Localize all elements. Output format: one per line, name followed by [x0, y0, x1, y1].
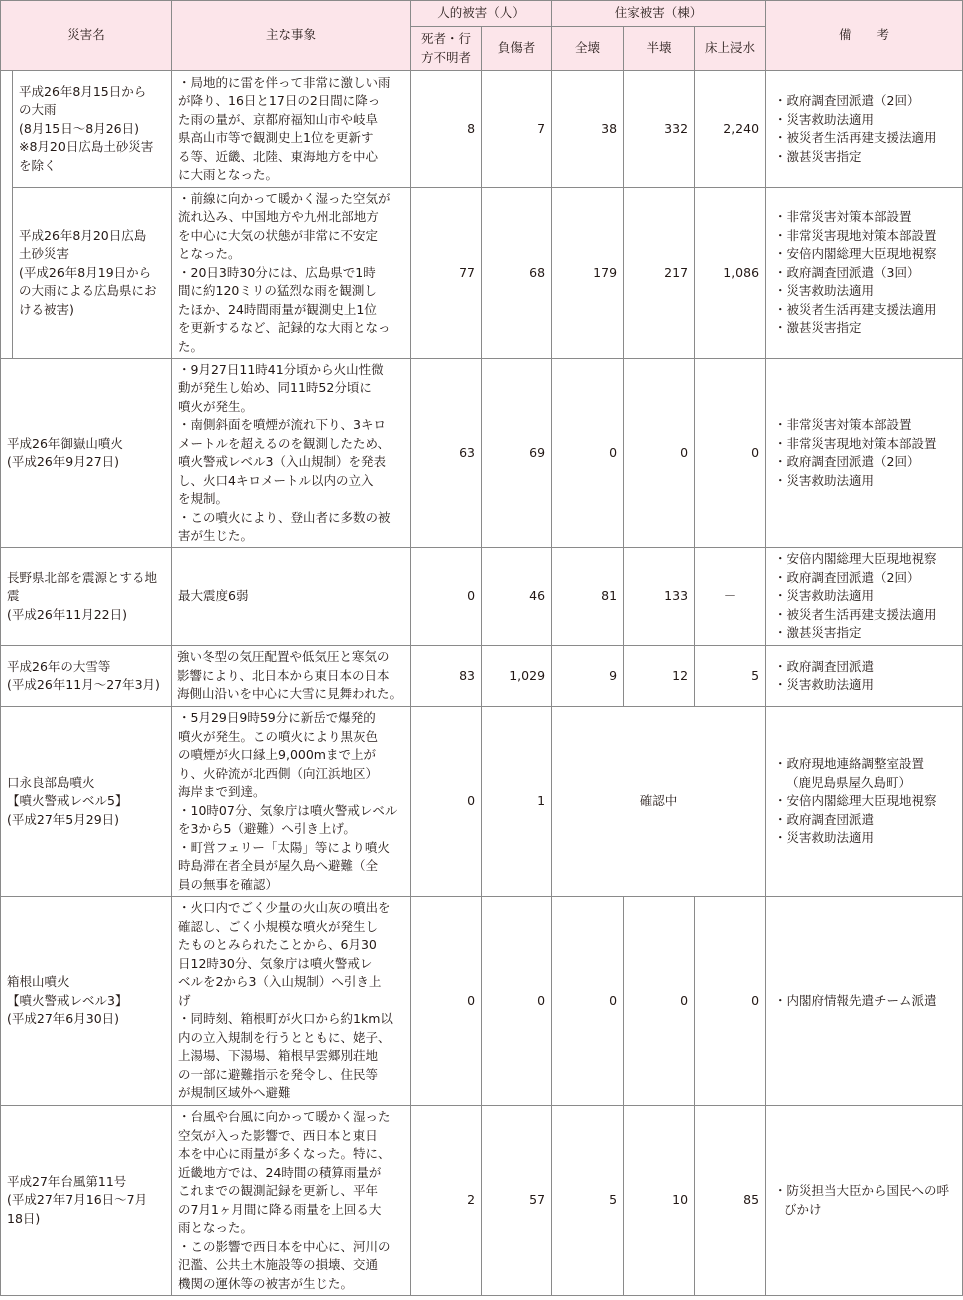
notes: ・非常災害対策本部設置 ・非常災害現地対策本部設置 ・安倍内閣総理大臣現地視察 ・政府調査団派遣（3回） ・災害救助法適用 ・被災者生活再建支援法適用 ・激甚災害指定 [766, 188, 963, 359]
half-destroyed-count: 133 [624, 548, 695, 646]
half-destroyed-count: 0 [624, 359, 695, 548]
half-destroyed-count: 10 [624, 1106, 695, 1296]
header-half-destroyed: 半壊 [624, 27, 695, 71]
header-house-damage: 住家被害（棟） [552, 1, 766, 27]
header-fully-destroyed: 全壊 [552, 27, 624, 71]
floor-flooding-count: － [695, 548, 766, 646]
group-indent [1, 71, 13, 359]
header-injured: 負傷者 [482, 27, 552, 71]
dead-missing-count: 63 [411, 359, 482, 548]
injured-count: 1,029 [482, 646, 552, 707]
floor-flooding-count: 5 [695, 646, 766, 707]
disaster-name: 平成26年8月20日広島 土砂災害 (平成26年8月19日から の大雨による広島県にお ける被害) [13, 188, 172, 359]
injured-count: 7 [482, 71, 552, 188]
disaster-name: 平成26年の大雪等 (平成26年11月～27年3月) [1, 646, 172, 707]
disaster-name: 平成26年御嶽山噴火 (平成26年9月27日) [1, 359, 172, 548]
fully-destroyed-count: 179 [552, 188, 624, 359]
main-events: ・台風や台風に向かって暖かく湿った 空気が入った影響で、西日本と東日 本を中心に雨量が多くなった。特に、 近畿地方では、24時間の積算雨量が これまでの観測記録を更新し、平年 の7月1ヶ月間に降る雨量を上回る大 雨となった。 ・この影響で西日本を中心に、河川の 氾濫、公共土木施設等の損壊、交通 機関の運休等の被害が生じた。 [172, 1106, 411, 1296]
half-destroyed-count: 12 [624, 646, 695, 707]
header-floor-flooding: 床上浸水 [695, 27, 766, 71]
injured-count: 69 [482, 359, 552, 548]
header-notes: 備 考 [766, 1, 963, 71]
fully-destroyed-count: 0 [552, 897, 624, 1106]
house-damage-pending: 確認中 [552, 707, 766, 897]
half-destroyed-count: 0 [624, 897, 695, 1106]
header-human-damage: 人的被害（人） [411, 1, 552, 27]
dead-missing-count: 0 [411, 548, 482, 646]
notes: ・防災担当大臣から国民への呼 びかけ [766, 1106, 963, 1296]
dead-missing-count: 77 [411, 188, 482, 359]
notes: ・安倍内閣総理大臣現地視察 ・政府調査団派遣（2回） ・災害救助法適用 ・被災者生活再建支援法適用 ・激甚災害指定 [766, 548, 963, 646]
fully-destroyed-count: 5 [552, 1106, 624, 1296]
dead-missing-count: 83 [411, 646, 482, 707]
injured-count: 1 [482, 707, 552, 897]
main-events: 強い冬型の気圧配置や低気圧と寒気の 影響により、北日本から東日本の日本 海側山沿いを中心に大雪に見舞われた。 [172, 646, 411, 707]
table-row [1, 646, 963, 707]
dead-missing-count: 2 [411, 1106, 482, 1296]
main-events: ・9月27日11時41分頃から火山性微 動が発生し始め、同11時52分頃に 噴火が発生。 ・南側斜面を噴煙が流れ下り、3キロ メートルを超えるのを観測したため、 噴火警戒レベル3（入山規制）を発表 し、火口4キロメートル以内の立入 を規制。 ・この噴火により、登山者に多数の被 害が生じた。 [172, 359, 411, 548]
table-row [1, 1106, 963, 1296]
injured-count: 46 [482, 548, 552, 646]
notes: ・政府調査団派遣 ・災害救助法適用 [766, 646, 963, 707]
dead-missing-count: 0 [411, 897, 482, 1106]
header-disaster-name: 災害名 [1, 1, 172, 71]
table-row [1, 188, 963, 359]
notes: ・内閣府情報先遣チーム派遣 [766, 897, 963, 1106]
floor-flooding-count: 1,086 [695, 188, 766, 359]
half-destroyed-count: 332 [624, 71, 695, 188]
disaster-name: 平成26年8月15日から の大雨 (8月15日～8月26日) ※8月20日広島土砂災害 を除く [13, 71, 172, 188]
fully-destroyed-count: 81 [552, 548, 624, 646]
table-row [1, 707, 963, 897]
main-events: ・局地的に雷を伴って非常に激しい雨 が降り、16日と17日の2日間に降っ た雨の量が、京都府福知山市や岐阜 県高山市等で観測史上1位を更新す る等、近畿、北陸、東海地方を中心 に大雨となった。 [172, 71, 411, 188]
notes: ・非常災害対策本部設置 ・非常災害現地対策本部設置 ・政府調査団派遣（2回） ・災害救助法適用 [766, 359, 963, 548]
disaster-name: 箱根山噴火 【噴火警戒レベル3】 (平成27年6月30日) [1, 897, 172, 1106]
table-row [1, 359, 963, 548]
notes: ・政府調査団派遣（2回） ・災害救助法適用 ・被災者生活再建支援法適用 ・激甚災害指定 [766, 71, 963, 188]
injured-count: 0 [482, 897, 552, 1106]
injured-count: 57 [482, 1106, 552, 1296]
floor-flooding-count: 85 [695, 1106, 766, 1296]
floor-flooding-count: 2,240 [695, 71, 766, 188]
main-events: ・火口内でごく少量の火山灰の噴出を 確認し、ごく小規模な噴火が発生し たものとみられたことから、6月30 日12時30分、気象庁は噴火警戒レ ベルを2から3（入山規制）へ引き上 げ ・同時刻、箱根町が火口から約1km以 内の立入規制を行うとともに、姥子、 上湯場、下湯場、箱根早雲郷別荘地 の一部に避難指示を発令し、住民等 が規制区域外へ避難 [172, 897, 411, 1106]
table-row [1, 897, 963, 1106]
floor-flooding-count: 0 [695, 359, 766, 548]
header-dead-missing: 死者・行 方不明者 [411, 27, 482, 71]
half-destroyed-count: 217 [624, 188, 695, 359]
disaster-name: 長野県北部を震源とする地震 (平成26年11月22日) [1, 548, 172, 646]
fully-destroyed-count: 0 [552, 359, 624, 548]
disaster-name: 口永良部島噴火 【噴火警戒レベル5】 (平成27年5月29日) [1, 707, 172, 897]
table-row [1, 71, 963, 188]
main-events: 最大震度6弱 [172, 548, 411, 646]
notes: ・政府現地連絡調整室設置 （鹿児島県屋久島町） ・安倍内閣総理大臣現地視察 ・政府調査団派遣 ・災害救助法適用 [766, 707, 963, 897]
main-events: ・5月29日9時59分に新岳で爆発的 噴火が発生。この噴火により黒灰色 の噴煙が火口縁上9,000mまで上が り、火砕流が北西側（向江浜地区） 海岸まで到達。 ・10時07分、気象庁は噴火警戒レベル を3から5（避難）へ引き上げ。 ・町営フェリー「太陽」等により噴火 時島滞在者全員が屋久島へ避難（全 員の無事を確認） [172, 707, 411, 897]
table-row [1, 548, 963, 646]
fully-destroyed-count: 38 [552, 71, 624, 188]
dead-missing-count: 8 [411, 71, 482, 188]
disaster-name: 平成27年台風第11号 (平成27年7月16日～7月 18日) [1, 1106, 172, 1296]
injured-count: 68 [482, 188, 552, 359]
main-events: ・前線に向かって暖かく湿った空気が 流れ込み、中国地方や九州北部地方 を中心に大気の状態が非常に不安定 となった。 ・20日3時30分には、広島県で1時 間に約120ミリの猛烈な雨を観測し たほか、24時間雨量が観測史上1位 を更新するなど、記録的な大雨となっ た。 [172, 188, 411, 359]
header-main-events: 主な事象 [172, 1, 411, 71]
fully-destroyed-count: 9 [552, 646, 624, 707]
dead-missing-count: 0 [411, 707, 482, 897]
floor-flooding-count: 0 [695, 897, 766, 1106]
